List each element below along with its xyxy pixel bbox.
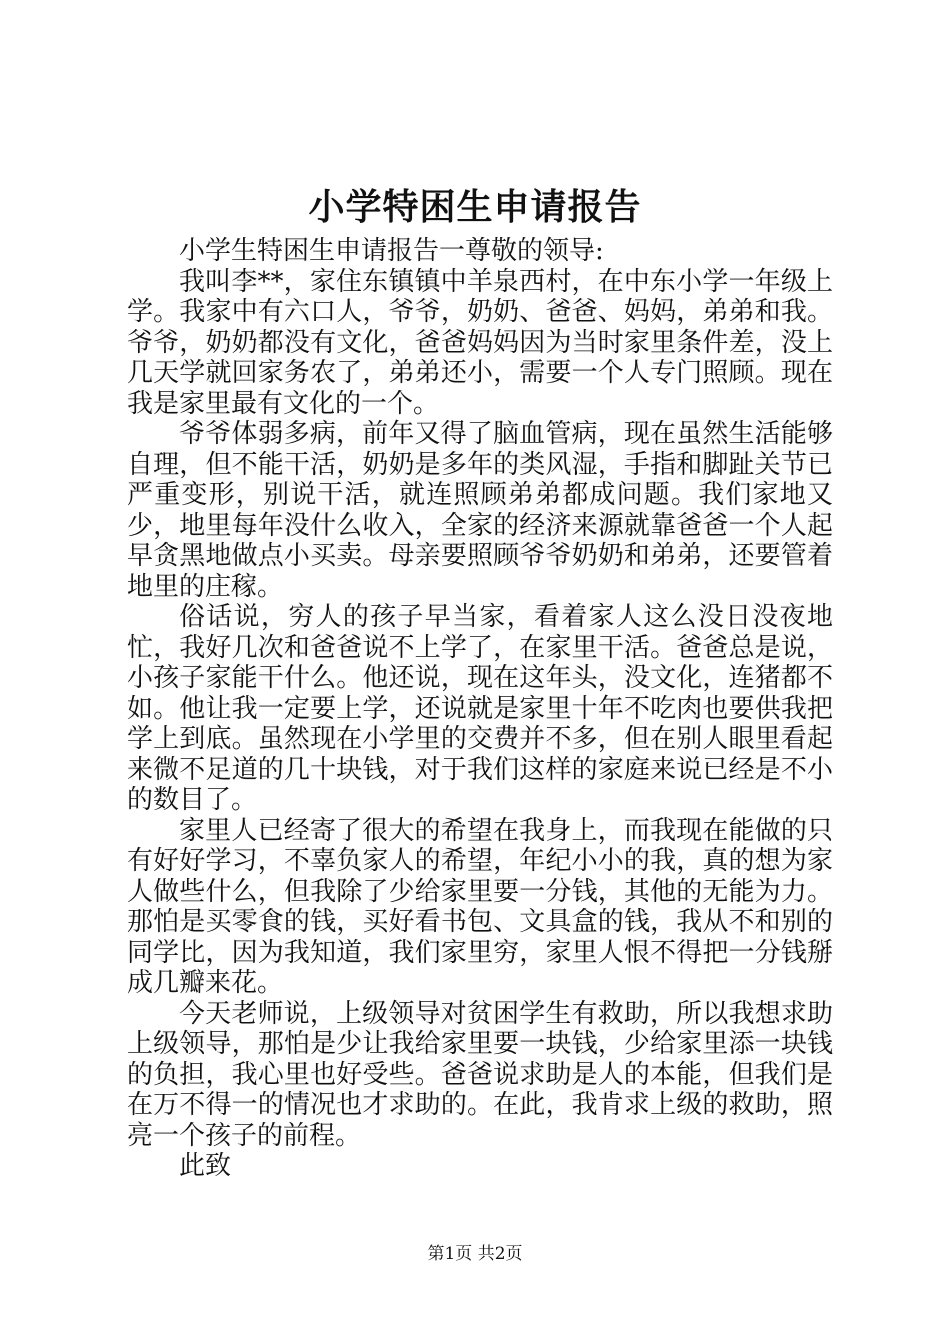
page-number-footer: 第1页 共2页 bbox=[427, 1244, 523, 1264]
closing-paragraph: 此致 bbox=[179, 1151, 232, 1181]
body-paragraph-1: 我叫李**，家住东镇镇中羊泉西村，在中东小学一年级上学。我家中有六口人，爷爷，奶奶、爸爸、妈妈，弟弟和我。爷爷，奶奶都没有文化，爸爸妈妈因为当时家里条件差，没上几天学就回家务农了，弟弟还小，需要一个人专门照顾。现在我是家里最有文化的一个。 bbox=[127, 266, 833, 419]
body-paragraph-3: 俗话说，穷人的孩子早当家，看着家人这么没日没夜地忙，我好几次和爸爸说不上学了，在家里干活。爸爸总是说，小孩子家能干什么。他还说，现在这年头，没文化，连猪都不如。他让我一定要上学，还说就是家里十年不吃肉也要供我把学上到底。虽然现在小学里的交费并不多，但在别人眼里看起来微不足道的几十块钱，对于我们这样的家庭来说已经是不小的数目了。 bbox=[127, 602, 833, 815]
body-paragraph-2: 爷爷体弱多病，前年又得了脑血管病，现在虽然生活能够自理，但不能干活，奶奶是多年的类风湿，手指和脚趾关节已严重变形，别说干活，就连照顾弟弟都成问题。我们家地又少，地里每年没什么收入，全家的经济来源就靠爸爸一个人起早贪黑地做点小买卖。母亲要照顾爷爷奶奶和弟弟，还要管着地里的庄稼。 bbox=[127, 419, 833, 602]
document-body bbox=[127, 236, 833, 1182]
salutation-paragraph: 小学生特困生申请报告一尊敬的领导: bbox=[179, 236, 604, 266]
body-paragraph-4: 家里人已经寄了很大的希望在我身上，而我现在能做的只有好好学习，不辜负家人的希望，年纪小小的我，真的想为家人做些什么，但我除了少给家里要一分钱，其他的无能为力。那怕是买零食的钱，买好看书包、文具盒的钱，我从不和别的同学比，因为我知道，我们家里穷，家里人恨不得把一分钱掰成几瓣来花。 bbox=[127, 815, 833, 998]
document-title: 小学特困生申请报告 bbox=[308, 186, 642, 228]
body-paragraph-5: 今天老师说，上级领导对贫困学生有救助，所以我想求助上级领导，那怕是少让我给家里要一块钱，少给家里添一块钱的负担，我心里也好受些。爸爸说求助是人的本能，但我们是在万不得一的情况也才求助的。在此，我肯求上级的救助，照亮一个孩子的前程。 bbox=[127, 998, 833, 1151]
